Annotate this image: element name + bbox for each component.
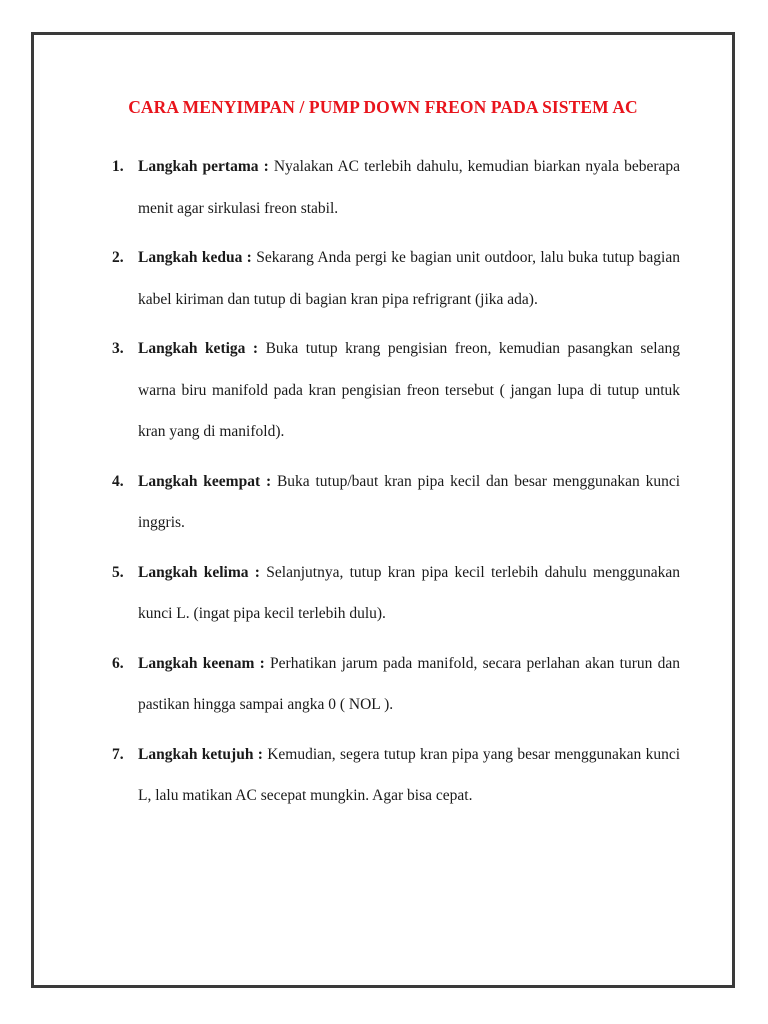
- step-text: Perhatikan jarum pada manifold, secara perlahan akan turun dan pastikan hingga sampai angka 0 ( NOL ).: [138, 654, 680, 713]
- step-text: Kemudian, segera tutup kran pipa yang besar menggunakan kunci L, lalu matikan AC secepat mungkin. Agar bisa cepat.: [138, 745, 681, 804]
- step-number: 6.: [112, 654, 124, 672]
- list-item: [112, 734, 680, 817]
- step-text: Nyalakan AC terlebih dahulu, kemudian biarkan nyala beberapa menit agar sirkulasi freon stabil.: [138, 158, 681, 217]
- step-number: 2.: [112, 249, 124, 266]
- step-number: 5.: [112, 563, 124, 581]
- steps-list: [112, 146, 680, 825]
- step-label: Langkah pertama :: [138, 158, 269, 175]
- step-label: Langkah kelima :: [138, 563, 260, 581]
- step-text: Sekarang Anda pergi ke bagian unit outdoor, lalu buka tutup bagian kabel kiriman dan tutup di bagian kran pipa refrigrant (jika ada).: [138, 249, 680, 308]
- list-item: [112, 552, 680, 635]
- step-label: Langkah keenam :: [138, 654, 265, 672]
- step-number: 1.: [112, 158, 124, 175]
- step-label: Langkah ketujuh :: [138, 745, 263, 763]
- document-page: [31, 32, 735, 988]
- step-text: Buka tutup krang pengisian freon, kemudian pasangkan selang warna biru manifold pada kran pengisian freon tersebut ( jangan lupa di tutup untuk kran yang di manifold).: [138, 340, 680, 440]
- list-item: [112, 146, 680, 229]
- list-item: [112, 237, 680, 320]
- step-label: Langkah kedua :: [138, 249, 252, 266]
- document-title: CARA MENYIMPAN / PUMP DOWN FREON PADA SISTEM AC: [128, 97, 638, 117]
- step-number: 7.: [112, 745, 124, 763]
- step-text: Buka tutup/baut kran pipa kecil dan besar menggunakan kunci inggris.: [138, 472, 681, 531]
- step-number: 3.: [112, 340, 124, 357]
- step-label: Langkah keempat :: [138, 472, 272, 490]
- step-label: Langkah ketiga :: [138, 340, 259, 357]
- list-item: [112, 328, 680, 453]
- list-item: [112, 643, 680, 726]
- step-text: Selanjutnya, tutup kran pipa kecil terlebih dahulu menggunakan kunci L. (ingat pipa kecil terlebih dulu).: [138, 563, 681, 622]
- list-item: [112, 461, 680, 544]
- step-number: 4.: [112, 472, 124, 490]
